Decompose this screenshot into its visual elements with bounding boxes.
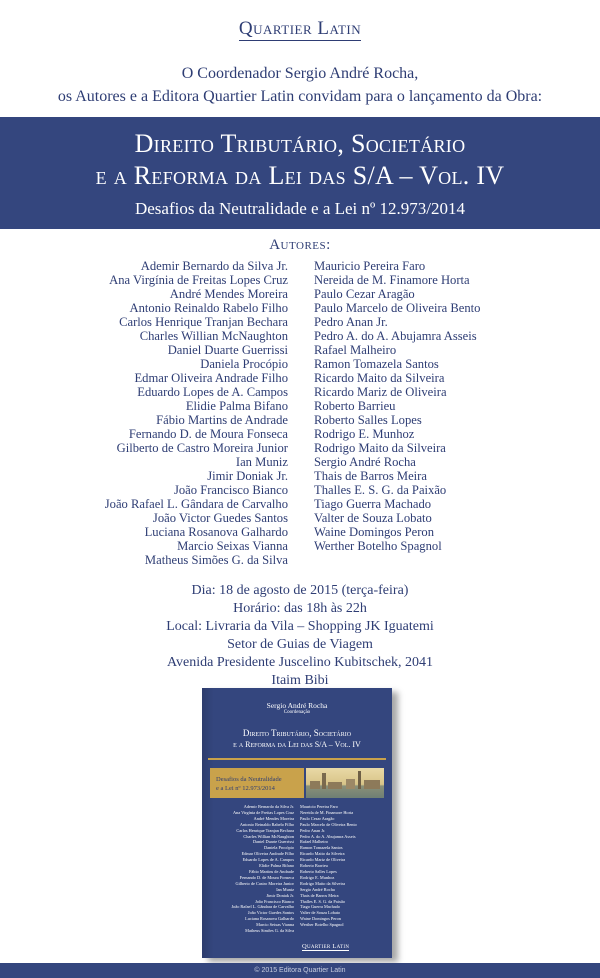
cover-author-name: João Victor Guedes Santos (247, 910, 294, 916)
author-name: André Mendes Moreira (169, 287, 288, 301)
cover-author-name: Thalles E. S. G. da Paixão (300, 898, 346, 904)
event-place: Local: Livraria da Vila – Shopping JK Iguatemi (166, 619, 434, 634)
cover-author-name: Ramon Tomazela Santos (300, 845, 343, 851)
footer-copyright: © 2015 Editora Quartier Latin (0, 963, 600, 978)
author-name: Ricardo Mariz de Oliveira (314, 385, 447, 399)
author-name: Ana Virgínia de Freitas Lopes Cruz (109, 273, 288, 287)
author-name: Daniela Procópio (200, 357, 288, 371)
author-name: Pedro A. do A. Abujamra Asseis (314, 329, 477, 343)
author-name: Carlos Henrique Tranjan Bechara (119, 315, 288, 329)
cover-publisher-logo (302, 943, 349, 950)
invitation-line-1: O Coordenador Sergio André Rocha, (181, 65, 419, 82)
invitation-text (0, 62, 600, 108)
author-name: Waine Domingos Peron (314, 525, 435, 539)
author-name: Rafael Malheiro (314, 343, 397, 357)
cover-author-name: Jimir Doniak Jr. (266, 892, 294, 898)
cover-author-name: Roberto Salles Lopes (300, 868, 337, 874)
author-name: Pedro Anan Jr. (314, 315, 388, 329)
cover-author-name: Werther Botelho Spagnol (300, 922, 344, 928)
cover-author-name: Tiago Guerra Machado (300, 904, 340, 910)
author-name: Marcio Seixas Vianna (177, 539, 288, 553)
cover-author-name: Rodrigo Maito da Silveira (300, 880, 345, 886)
cover-author-name: Ian Muniz (276, 886, 294, 892)
author-name: Nereida de M. Finamore Horta (314, 273, 470, 287)
cover-author-name: Pedro Anan Jr. (300, 827, 326, 833)
author-name: Ricardo Maito da Silveira (314, 371, 445, 385)
author-name: Daniel Duarte Guerrissi (167, 343, 288, 357)
author-name: Rodrigo Maito da Silveira (314, 441, 446, 455)
cover-author-name: Paulo Cezar Aragão (300, 815, 335, 821)
author-name: Thalles E. S. G. da Paixão (314, 483, 447, 497)
book-subtitle: Desafios da Neutralidade e a Lei nº 12.973/2014 (134, 199, 466, 218)
cover-author-name: Edmar Oliveira Andrade Filho (241, 851, 294, 857)
title-banner (0, 117, 600, 229)
author-name: Paulo Marcelo de Oliveira Bento (314, 301, 481, 315)
author-name: Jimir Doniak Jr. (207, 469, 288, 483)
cover-authors-right (300, 804, 388, 928)
author-name: Thais de Barros Meira (314, 469, 427, 483)
author-name: Elidie Palma Bifano (185, 399, 288, 413)
cover-author-name: Fábio Martins de Andrade (249, 868, 294, 874)
author-name: Roberto Barrieu (314, 399, 396, 413)
cover-author-name: Thais de Barros Meira (300, 892, 339, 898)
author-name: Valter de Souza Lobato (314, 511, 432, 525)
event-date: Dia: 18 de agosto de 2015 (terça-feira) (191, 583, 409, 598)
publisher-logo (0, 18, 600, 40)
cover-author-name: João Rafael L. Gândara de Carvalho (231, 904, 294, 910)
author-name: Edmar Oliveira Andrade Filho (134, 371, 288, 385)
event-address: Avenida Presidente Juscelino Kubitschek, 2041 (166, 655, 434, 670)
book-cover-image (202, 688, 392, 958)
invitation-line-2: os Autores e a Editora Quartier Latin convidam para o lançamento da Obra: (57, 88, 543, 105)
cover-authors-left (210, 804, 294, 934)
author-name: Roberto Salles Lopes (314, 413, 422, 427)
author-name: Paulo Cezar Aragão (314, 287, 415, 301)
authors-left-column (60, 259, 288, 567)
cover-author-name: Valter de Souza Lobato (300, 910, 341, 916)
author-name: Werther Botelho Spagnol (314, 539, 442, 553)
author-name: João Francisco Bianco (173, 483, 288, 497)
cover-author-name: Daniela Procópio (264, 845, 294, 851)
cover-author-name: Pedro A. do A. Abujamra Asseis (300, 833, 356, 839)
author-name: Sergio André Rocha (314, 455, 416, 469)
cover-author-name: Matheus Simões G. da Silva (245, 928, 294, 934)
cover-author-name: Roberto Barrieu (300, 863, 328, 869)
cover-title-line-2: e a Reforma da Lei das S/A – Vol. IV (233, 740, 361, 749)
cover-divider (208, 758, 386, 760)
author-name: Ian Muniz (235, 455, 288, 469)
cover-author-name: Elidie Palma Bifano (259, 863, 294, 869)
cover-author-name: André Mendes Moreira (253, 815, 294, 821)
cover-coordinator: Sergio André Rocha (266, 701, 328, 710)
author-name: Luciana Rosanova Galhardo (144, 525, 288, 539)
cover-painting (306, 768, 384, 798)
author-name: Ademir Bernardo da Silva Jr. (140, 259, 288, 273)
authors-heading: Autores: (269, 237, 331, 253)
publisher-name: Quartier Latin (238, 18, 362, 39)
cover-author-name: Carlos Henrique Tranjan Bechara (236, 827, 294, 833)
cover-author-name: Charles Willian McNaughton (243, 833, 294, 839)
author-name: Rodrigo E. Munhoz (314, 427, 415, 441)
event-district: Itaim Bibi (271, 673, 329, 688)
cover-author-name: Marcio Seixas Vianna (256, 922, 294, 928)
cover-publisher-name: Quartier Latin (302, 943, 350, 950)
cover-author-name: Waine Domingos Peron (300, 916, 341, 922)
cover-author-name: Luciana Rosanova Galhardo (245, 916, 294, 922)
cover-author-name: Rodrigo E. Munhoz (300, 874, 335, 880)
cover-subtitle-panel (210, 768, 304, 798)
author-name: Gilberto de Castro Moreira Junior (116, 441, 288, 455)
book-title-line-1: Direito Tributário, Societário (134, 129, 466, 158)
cover-author-name: João Francisco Bianco (255, 898, 294, 904)
author-name: Fernando D. de Moura Fonseca (128, 427, 288, 441)
cover-subtitle-line-2: e a Lei nº 12.973/2014 (216, 785, 275, 792)
author-name: Mauricio Pereira Faro (314, 259, 426, 273)
cover-author-name: Ana Virgínia de Freitas Lopes Cruz (232, 809, 294, 815)
author-name: Tiago Guerra Machado (314, 497, 432, 511)
cover-author-name: Eduardo Lopes de A. Campos (242, 857, 294, 863)
author-name: João Victor Guedes Santos (152, 511, 288, 525)
cover-coordinator-role: Coordenação (283, 710, 311, 715)
event-sector: Setor de Guias de Viagem (227, 637, 373, 652)
cover-author-name: Mauricio Pereira Faro (300, 804, 338, 809)
author-name: Antonio Reinaldo Rabelo Filho (129, 301, 288, 315)
author-name: Matheus Simões G. da Silva (144, 553, 288, 567)
cover-subtitle-line-1: Desafios da Neutralidade (216, 776, 282, 783)
author-name: Ramon Tomazela Santos (314, 357, 439, 371)
cover-author-name: Ricardo Mariz de Oliveira (300, 857, 346, 863)
cover-author-name: Antonio Reinaldo Rabelo Filho (239, 821, 294, 827)
event-details (0, 582, 600, 690)
cover-author-name: Paulo Marcelo de Oliveira Bento (300, 821, 357, 827)
cover-author-name: Gilberto de Castro Moreira Junior (235, 880, 294, 886)
cover-author-name: Fernando D. de Moura Fonseca (239, 874, 294, 880)
author-name: Charles Willian McNaughton (139, 329, 288, 343)
cover-title-line-1: Direito Tributário, Societário (242, 728, 352, 738)
author-name: João Rafael L. Gândara de Carvalho (104, 497, 288, 511)
cover-author-name: Ademir Bernardo da Silva Jr. (243, 804, 294, 809)
cover-author-name: Sergio André Rocha (300, 886, 335, 892)
cover-author-name: Ricardo Maito da Silveira (300, 851, 345, 857)
authors-right-column (314, 259, 554, 553)
event-time: Horário: das 18h às 22h (233, 601, 367, 616)
book-title-line-2: e a Reforma da Lei das S/A – Vol. IV (95, 161, 505, 190)
author-name: Fábio Martins de Andrade (156, 413, 288, 427)
author-name: Eduardo Lopes de A. Campos (137, 385, 288, 399)
cover-author-name: Nereida de M. Finamore Horta (300, 809, 354, 815)
cover-author-name: Rafael Malheiro (300, 839, 329, 845)
cover-author-name: Daniel Duarte Guerrissi (252, 839, 294, 845)
